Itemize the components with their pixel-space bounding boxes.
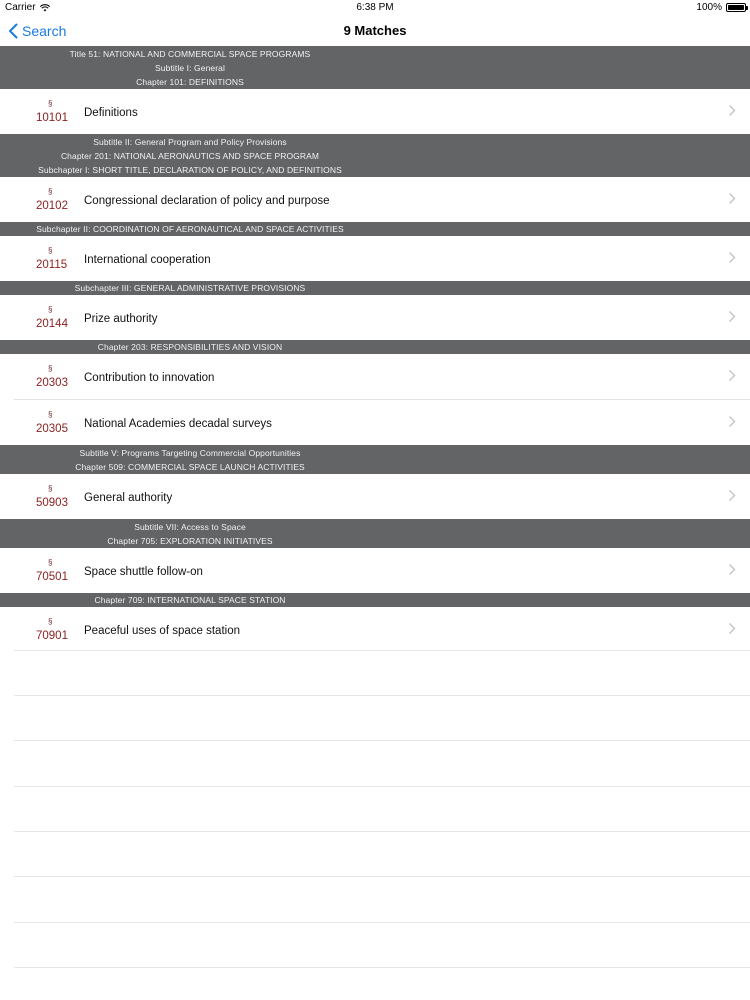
section-symbol: § [48,364,53,373]
section-header [0,281,750,295]
status-bar [0,0,750,15]
section-symbol: § [48,246,53,255]
section-number: 20102 [36,200,68,212]
empty-row-separator [14,786,750,787]
section-header-line: Chapter 101: DEFINITIONS [136,76,244,87]
result-row[interactable] [0,400,750,445]
section-header-line: Subchapter III: GENERAL ADMINISTRATIVE PROVISIONS [74,283,306,293]
section-number: 70501 [36,571,68,583]
section-header-line: Title 51: NATIONAL AND COMMERCIAL SPACE PROGRAMS [69,48,311,59]
chevron-right-icon [728,622,736,635]
section-header-line: Subtitle VII: Access to Space [134,521,246,532]
section-number: 20305 [36,423,68,435]
section-header-line: Chapter 705: EXPLORATION INITIATIVES [107,535,273,546]
section-title: Prize authority [84,313,158,325]
result-row[interactable] [0,236,750,281]
section-title: Congressional declaration of policy and purpose [84,195,330,207]
section-title: Definitions [84,107,138,119]
battery-percent: 100% [696,2,722,13]
section-number: 20303 [36,377,68,389]
chevron-right-icon [728,310,736,323]
result-row[interactable] [0,89,750,134]
empty-row-separator [14,650,750,651]
section-title: Peaceful uses of space station [84,625,240,637]
result-row[interactable] [0,607,750,652]
empty-row-separator [14,831,750,832]
result-row[interactable] [0,177,750,222]
chevron-right-icon [728,369,736,382]
empty-row-separator [14,740,750,741]
section-symbol: § [48,617,53,626]
section-title: National Academies decadal surveys [84,418,272,430]
section-symbol: § [48,484,53,493]
section-number: 20144 [36,318,68,330]
chevron-right-icon [728,489,736,502]
empty-row-separator [14,922,750,923]
chevron-right-icon [728,104,736,117]
carrier-label: Carrier [5,2,36,13]
page-title: 9 Matches [343,23,407,38]
section-title: International cooperation [84,254,211,266]
section-symbol: § [48,410,53,419]
section-symbol: § [48,558,53,567]
status-time: 6:38 PM [356,2,394,13]
section-number: 20115 [36,259,68,271]
section-symbol: § [48,99,53,108]
section-number: 70901 [36,630,68,642]
section-header [0,445,750,474]
section-header-line: Subchapter II: COORDINATION OF AERONAUTICAL AND SPACE ACTIVITIES [36,224,344,234]
result-row[interactable] [0,474,750,519]
section-title: Contribution to innovation [84,372,215,384]
section-header [0,340,750,354]
section-header [0,519,750,548]
battery-fill [728,5,744,10]
section-title: Space shuttle follow-on [84,566,203,578]
section-header [0,134,750,177]
section-header-line: Chapter 509: COMMERCIAL SPACE LAUNCH ACTIVITIES [75,461,305,472]
section-header-line: Subtitle V: Programs Targeting Commercial Opportunities [79,447,301,458]
status-right [696,0,746,15]
chevron-right-icon [728,415,736,428]
result-row[interactable] [0,295,750,340]
chevron-right-icon [728,251,736,264]
section-number: 50903 [36,497,68,509]
chevron-right-icon [728,563,736,576]
section-title: General authority [84,492,173,504]
battery-icon [726,3,746,12]
empty-row-separator [14,695,750,696]
section-header [0,222,750,236]
section-header-line: Chapter 709: INTERNATIONAL SPACE STATION [94,595,286,605]
section-header [0,593,750,607]
section-header-line: Chapter 203: RESPONSIBILITIES AND VISION [97,342,283,352]
back-button-label: Search [22,23,67,39]
result-row[interactable] [0,548,750,593]
navigation-bar [0,15,750,47]
section-header [0,46,750,89]
empty-row-separator [14,967,750,968]
result-row[interactable] [0,354,750,399]
section-header-line: Subtitle I: General [155,62,225,73]
section-header-line: Chapter 201: NATIONAL AERONAUTICS AND SPACE PROGRAM [60,150,320,161]
section-symbol: § [48,305,53,314]
section-number: 10101 [36,112,68,124]
section-symbol: § [48,187,53,196]
empty-row-separator [14,876,750,877]
results-list [0,46,750,652]
chevron-right-icon [728,192,736,205]
section-header-line: Subtitle II: General Program and Policy Provisions [93,136,287,147]
section-header-line: Subchapter I: SHORT TITLE, DECLARATION OF POLICY, AND DEFINITIONS [38,164,342,175]
